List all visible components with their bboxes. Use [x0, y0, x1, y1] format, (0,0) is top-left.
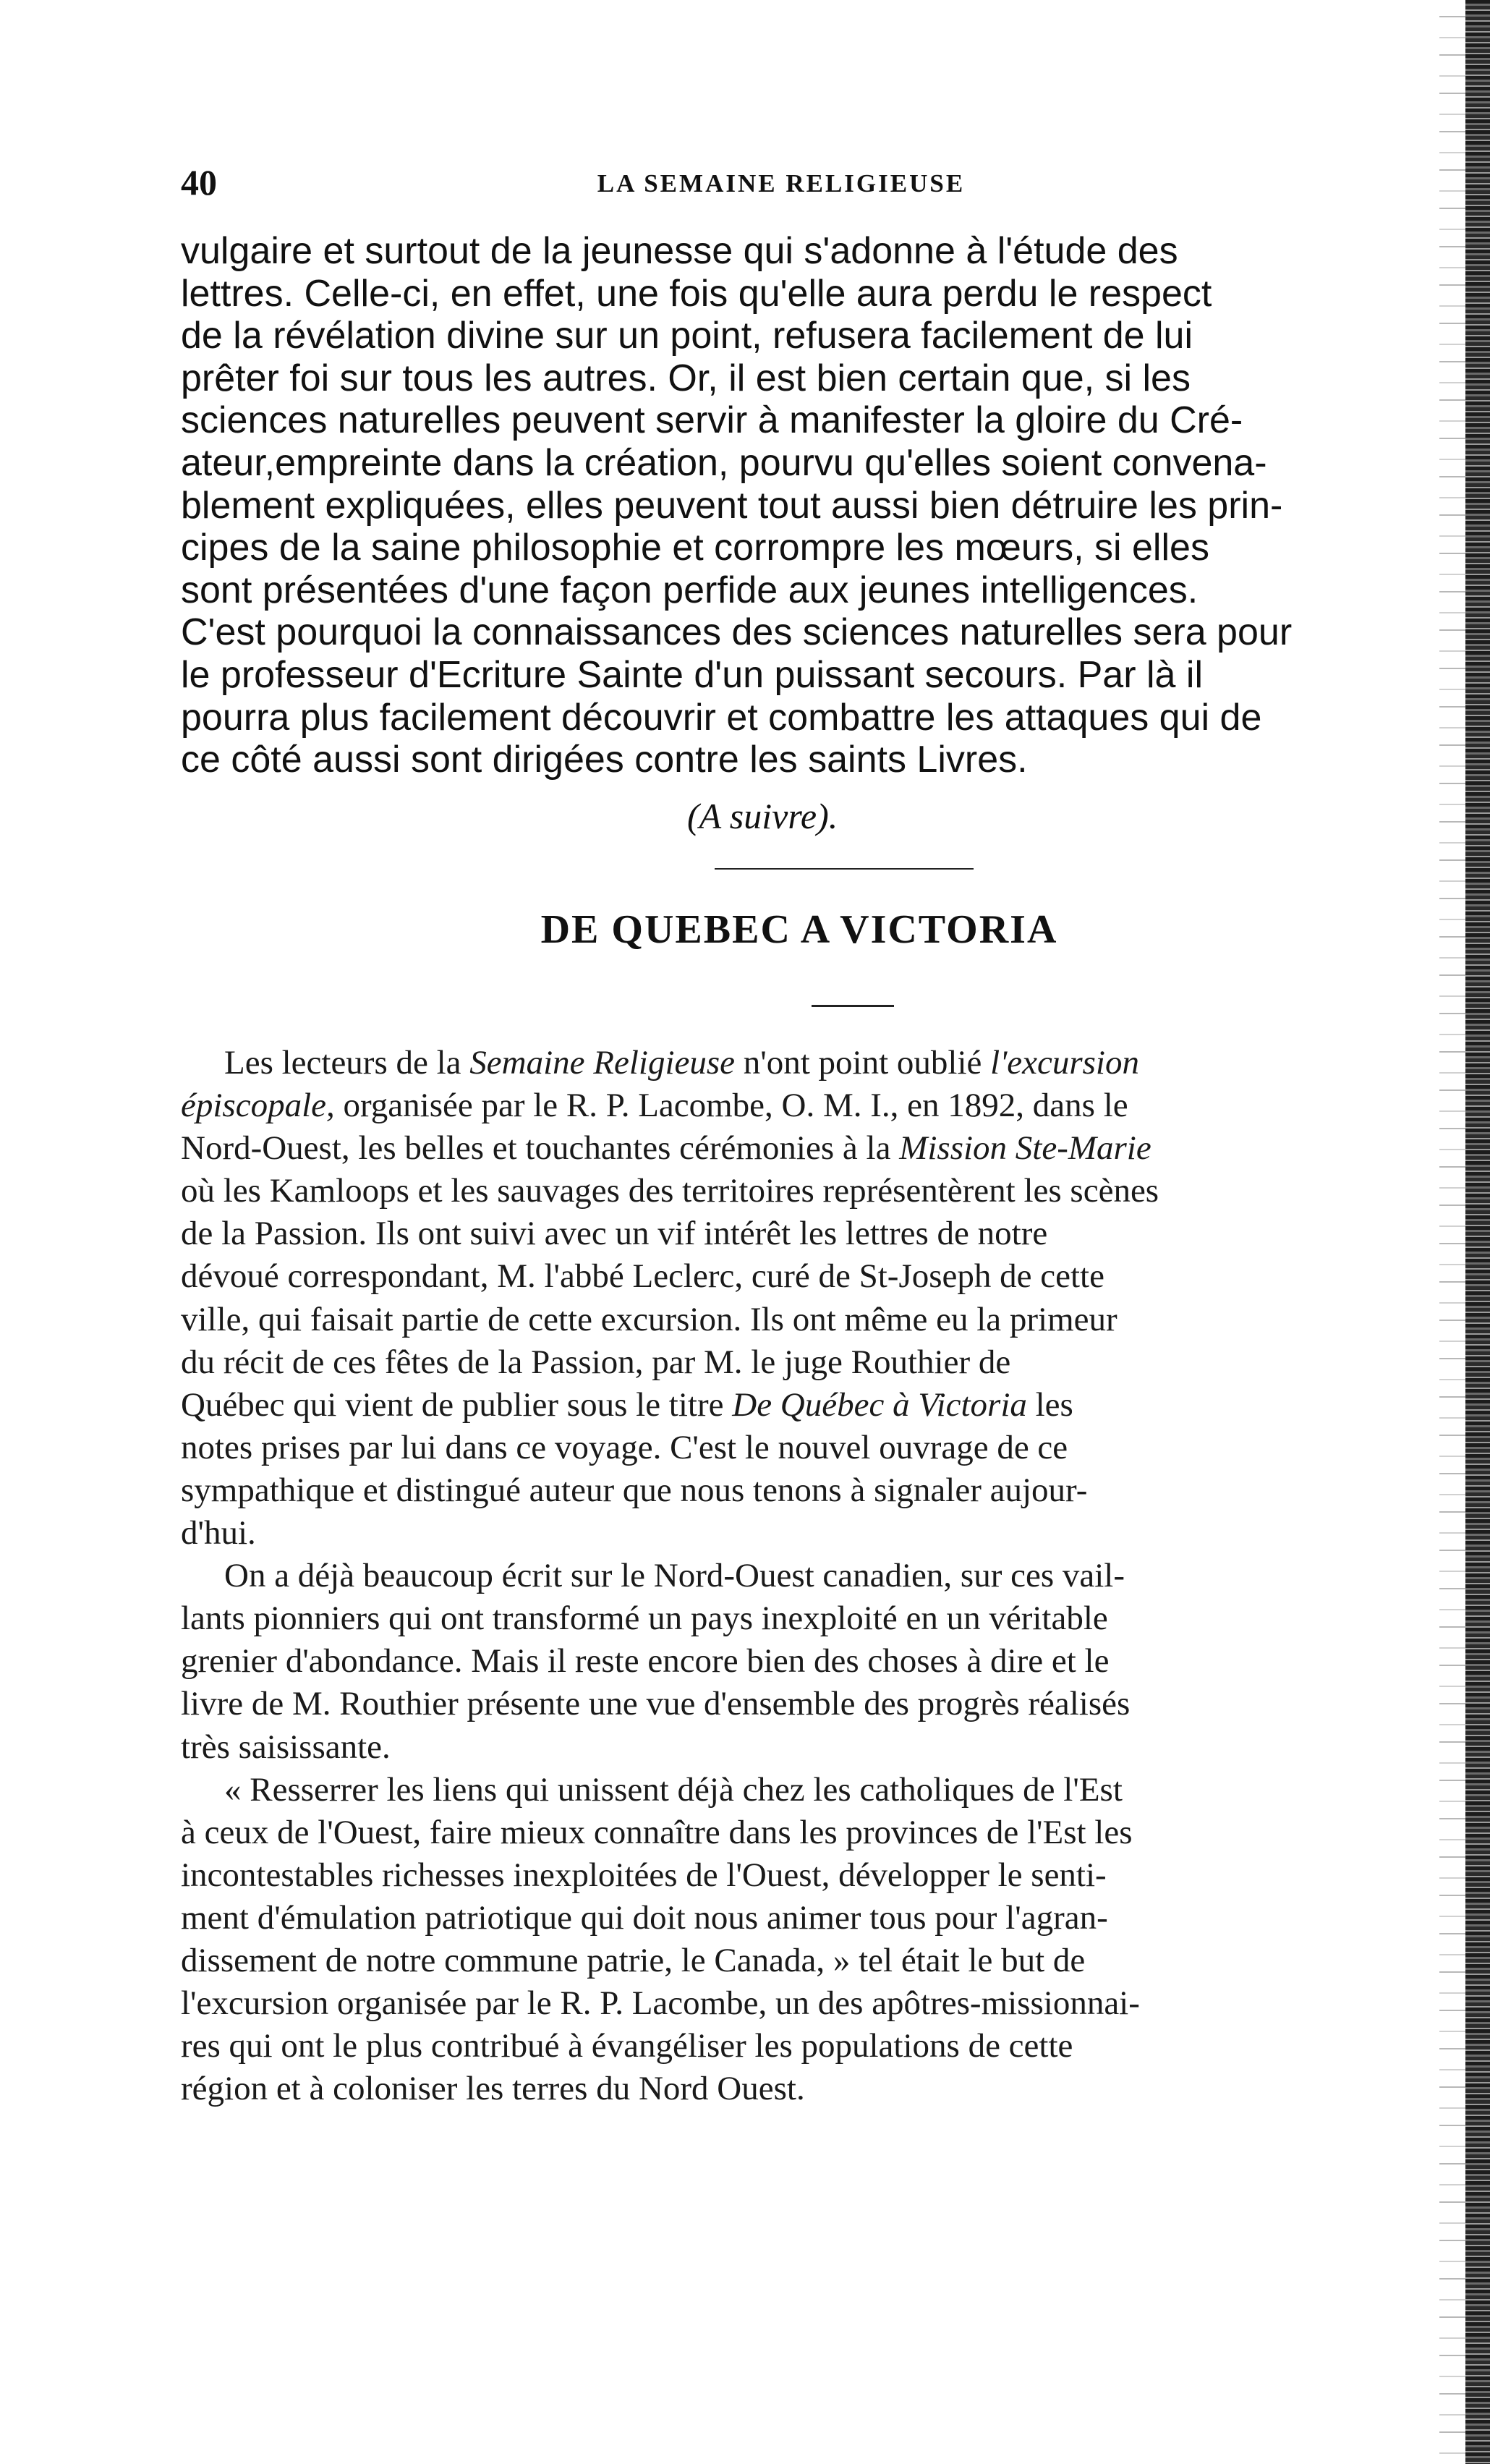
continued-article-text — [181, 230, 1418, 781]
page-number: 40 — [181, 162, 217, 203]
text-line: cipes de la saine philosophie et corrompre les mœurs, si elles — [181, 527, 1209, 569]
text-line: de la Passion. Ils ont suivi avec un vif intérêt les lettres de notre — [181, 1215, 1048, 1253]
text-line: Québec qui vient de publier sous le titre De Québec à Victoria les — [181, 1385, 1073, 1424]
text-line: à ceux de l'Ouest, faire mieux connaître dans les provinces de l'Est les — [181, 1813, 1133, 1851]
text-line: où les Kamloops et les sauvages des territoires représentèrent les scènes — [181, 1172, 1159, 1210]
text-line: dévoué correspondant, M. l'abbé Leclerc, curé de St-Joseph de cette — [181, 1257, 1104, 1296]
text-line: res qui ont le plus contribué à évangéliser les populations de cette — [181, 2027, 1073, 2065]
separator-rule — [715, 868, 974, 870]
running-header — [181, 161, 1447, 204]
page-edge-speckle — [1439, 0, 1465, 2464]
article-title: DE QUEBEC A VICTORIA — [540, 907, 1058, 952]
text-line: sciences naturelles peuvent servir à manifester la gloire du Cré- — [181, 399, 1243, 442]
text-line: dissement de notre commune patrie, le Canada, » tel était le but de — [181, 1941, 1086, 1979]
text-line: ce côté aussi sont dirigées contre les saints Livres. — [181, 739, 1028, 781]
header-title: LA SEMAINE RELIGIEUSE — [597, 169, 966, 197]
text-line: notes prises par lui dans ce voyage. C'est le nouvel ouvrage de ce — [181, 1428, 1068, 1466]
text-line: pourra plus facilement découvrir et combattre les attaques qui de — [181, 696, 1262, 739]
text-line: blement expliquées, elles peuvent tout aussi bien détruire les prin- — [181, 484, 1283, 527]
text-line: épiscopale, organisée par le R. P. Lacombe, O. M. I., en 1892, dans le — [181, 1087, 1128, 1125]
text-line: On a déjà beaucoup écrit sur le Nord-Ouest canadien, sur ces vail- — [224, 1557, 1125, 1595]
text-line: prêter foi sur tous les autres. Or, il est bien certain que, si les — [181, 357, 1191, 399]
text-line: « Resserrer les liens qui unissent déjà chez les catholiques de l'Est — [224, 1770, 1123, 1809]
text-line: lettres. Celle-ci, en effet, une fois qu'elle aura perdu le respect — [181, 272, 1212, 315]
text-line: région et à coloniser les terres du Nord Ouest. — [181, 2070, 805, 2108]
text-line: de la révélation divine sur un point, refusera facilement de lui — [181, 315, 1193, 357]
text-line: C'est pourquoi la connaissances des sciences naturelles sera pour — [181, 611, 1293, 654]
text-line: vulgaire et surtout de la jeunesse qui s'adonne à l'étude des — [181, 230, 1178, 272]
text-line: très saisissante. — [181, 1728, 391, 1766]
text-line: lants pionniers qui ont transformé un pays inexploité en un véritable — [181, 1600, 1108, 1638]
text-line: livre de M. Routhier présente une vue d'ensemble des progrès réalisés — [181, 1685, 1131, 1723]
text-line: l'excursion organisée par le R. P. Lacombe, un des apôtres-missionnai- — [181, 1984, 1140, 2023]
text-line: Les lecteurs de la Semaine Religieuse n'ont point oublié l'excursion — [224, 1044, 1139, 1082]
text-line: sympathique et distingué auteur que nous tenons à signaler aujour- — [181, 1471, 1088, 1509]
text-line: le professeur d'Ecriture Sainte d'un puissant secours. Par là il — [181, 653, 1204, 696]
text-line: du récit de ces fêtes de la Passion, par M. le juge Routhier de — [181, 1343, 1011, 1381]
new-article-body — [181, 1042, 1425, 2110]
text-line: sont présentées d'une façon perfide aux jeunes intelligences. — [181, 569, 1199, 611]
page-edge-binding — [1465, 0, 1490, 2464]
text-line: incontestables richesses inexploitées de l'Ouest, développer le senti- — [181, 1856, 1107, 1894]
title-rule — [812, 1005, 894, 1007]
text-line: grenier d'abondance. Mais il reste encore bien des choses à dire et le — [181, 1642, 1110, 1681]
text-line: d'hui. — [181, 1514, 256, 1552]
text-line: ment d'émulation patriotique qui doit nous animer tous pour l'agran- — [181, 1898, 1108, 1937]
text-line: ateur,empreinte dans la création, pourvu qu'elles soient convena- — [181, 441, 1267, 484]
text-line: Nord-Ouest, les belles et touchantes cérémonies à la Mission Ste-Marie — [181, 1129, 1151, 1168]
to-be-continued: (A suivre). — [687, 796, 838, 836]
text-line: ville, qui faisait partie de cette excursion. Ils ont même eu la primeur — [181, 1300, 1118, 1338]
